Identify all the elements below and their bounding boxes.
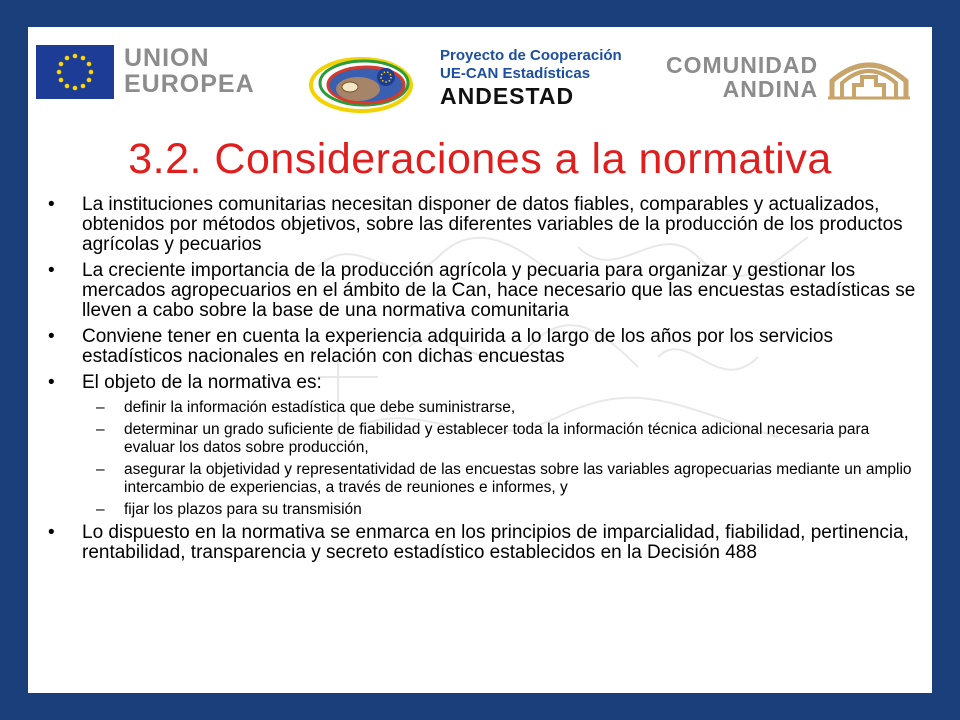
- comunidad-andina-emblem-icon: [828, 51, 910, 101]
- eu-flag-icon: [36, 45, 114, 99]
- project-line2: UE-CAN Estadísticas: [440, 65, 591, 82]
- slide: [28, 27, 932, 693]
- bullet-text: La creciente importancia de la producción agrícola y pecuaria para organizar y gestionar los mercados agropecuarios en el ámbito de la Can, hace necesario que las encuestas estadísticas se lleven a cabo sobre la base de una normativa comunitaria: [82, 260, 916, 321]
- bullet-marker: •: [48, 326, 55, 347]
- bullet-text: Lo dispuesto en la normativa se enmarca en los principios de imparcialidad, fiabilidad, pertinencia, rentabilidad, transparencia y secreto estadístico establecidos en la Decisión 488: [82, 522, 909, 563]
- sub-bullet-marker: –: [96, 399, 105, 416]
- bullet-item: [46, 373, 916, 393]
- bullet-marker: •: [48, 372, 55, 393]
- eu-logo-text: [124, 45, 255, 97]
- bullet-text: La instituciones comunitarias necesitan disponer de datos fiables, comparables y actualizados, obtenidos por métodos objetivos, sobre las diferentes variables de la producción de los productos agrícolas y pecuarios: [82, 194, 903, 255]
- sub-bullet-text: definir la información estadística que debe suministrarse,: [124, 399, 516, 416]
- sub-bullet-text: fijar los plazos para su transmisión: [124, 501, 362, 518]
- project-line1: Proyecto de Cooperación: [440, 47, 622, 64]
- header-logos: [28, 27, 932, 119]
- slide-title: 3.2. Consideraciones a la normativa: [128, 135, 832, 183]
- bullet-item: [46, 523, 916, 563]
- bullet-marker: •: [48, 194, 55, 215]
- bullet-marker: •: [48, 260, 55, 281]
- can-line1: COMUNIDAD: [666, 52, 819, 78]
- bullet-list: [46, 195, 916, 569]
- sub-bullet-marker: –: [96, 501, 105, 518]
- bullet-item: [46, 195, 916, 255]
- bullet-text: El objeto de la normativa es:: [82, 372, 322, 393]
- andestad-logo-text: [440, 47, 622, 109]
- bullet-text: Conviene tener en cuenta la experiencia adquirida a lo largo de los años por los servicios estadísticos nacionales en relación con dichas encuestas: [82, 326, 833, 367]
- sub-bullet-item: [46, 461, 916, 497]
- eu-line2: EUROPEA: [124, 70, 255, 98]
- sub-bullet-item: [46, 421, 916, 457]
- andestad-globe-icon: [306, 47, 456, 117]
- sub-bullet-item: [46, 501, 916, 519]
- eu-line1: UNION: [124, 44, 210, 72]
- sub-bullet-marker: –: [96, 421, 105, 438]
- bullet-item: [46, 261, 916, 321]
- bullet-item: [46, 327, 916, 367]
- sub-bullet-text: asegurar la objetividad y representatividad de las encuestas sobre las variables agropecuarias mediante un amplio intercambio de experiencias, a través de reuniones e informes, y: [124, 461, 912, 496]
- can-line2: ANDINA: [722, 76, 819, 102]
- sub-bullet-marker: –: [96, 461, 105, 478]
- bullet-marker: •: [48, 522, 55, 543]
- sub-bullet-text: determinar un grado suficiente de fiabilidad y establecer toda la información técnica adicional necesaria para evaluar los datos sobre producción,: [124, 421, 870, 456]
- can-logo-text: [666, 53, 818, 101]
- sub-bullet-item: [46, 399, 916, 417]
- project-line3: ANDESTAD: [440, 83, 575, 109]
